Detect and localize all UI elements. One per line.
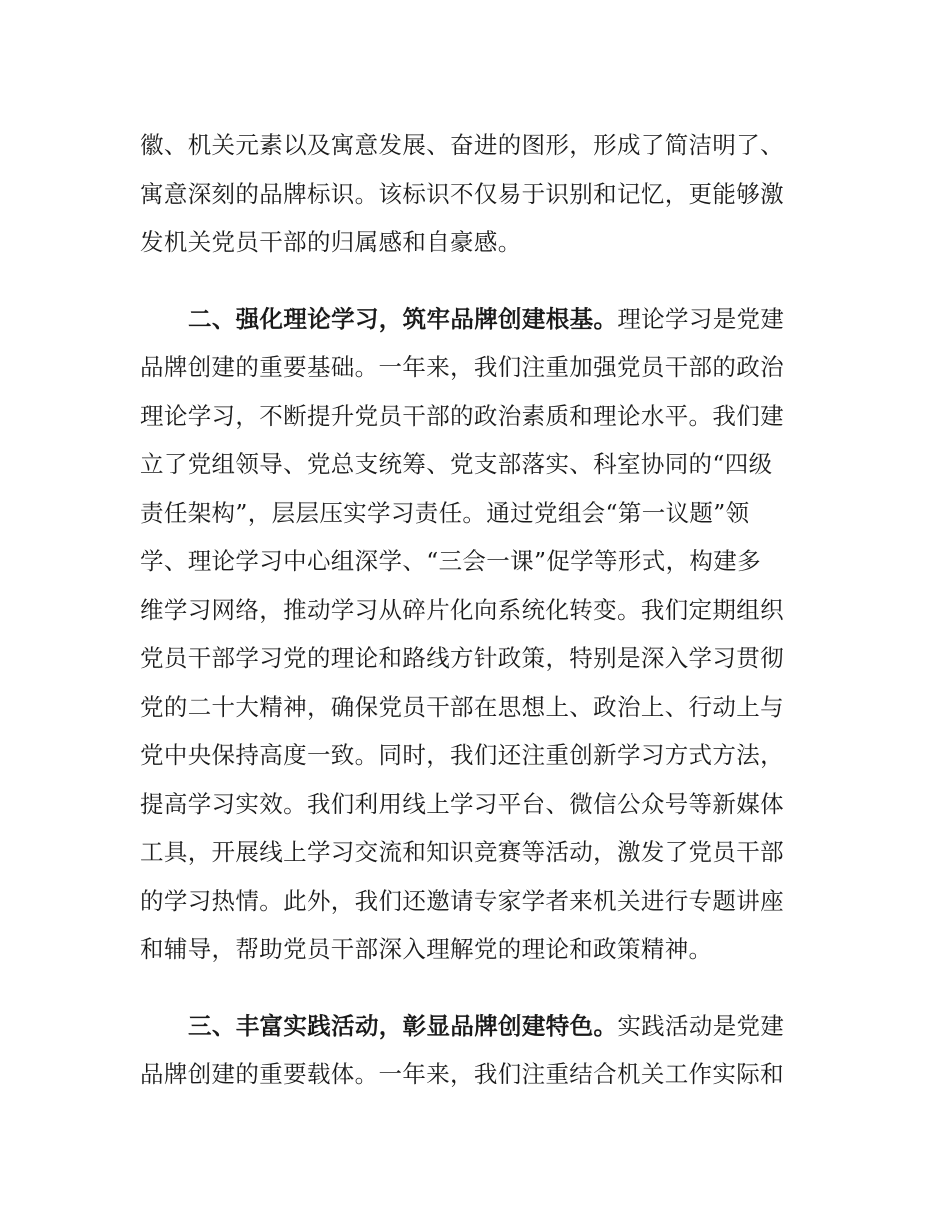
text-line: 责任架构”，层层压实学习责任。通过党组会“第一议题”领 bbox=[140, 498, 750, 527]
text-line: 发机关党员干部的归属感和自豪感。 bbox=[140, 228, 522, 256]
section-heading: 三、丰富实践活动，彰显品牌创建特色。 bbox=[188, 1011, 618, 1040]
text-run: 实践活动是党建 bbox=[617, 1011, 785, 1040]
paragraph-section3 bbox=[140, 1002, 812, 1099]
paragraph-section1-tail bbox=[140, 121, 812, 267]
text-line: 党的二十大精神，确保党员干部在思想上、政治上、行动上与 bbox=[140, 692, 784, 721]
text-line: 品牌创建的重要基础。一年来，我们注重加强党员干部的政治 bbox=[140, 353, 784, 381]
text-line: 维学习网络，推动学习从碎片化向系统化转变。我们定期组织 bbox=[140, 595, 784, 624]
text-line: 徽、机关元素以及寓意发展、奋进的图形，形成了简洁明了、 bbox=[140, 131, 784, 159]
text-line: 党中央保持高度一致。同时，我们还注重创新学习方式方法， bbox=[140, 741, 784, 769]
text-line: 学、理论学习中心组深学、“三会一课”促学等形式，构建多 bbox=[140, 547, 761, 575]
text-line bbox=[140, 295, 812, 344]
text-line: 理论学习，不断提升党员干部的政治素质和理论水平。我们建 bbox=[140, 401, 784, 430]
text-run: 理论学习是党建 bbox=[617, 304, 785, 333]
text-line: 的学习热情。此外，我们还邀请专家学者来机关进行专题讲座 bbox=[140, 886, 784, 915]
paragraph-section2 bbox=[140, 295, 812, 974]
text-line: 寓意深刻的品牌标识。该标识不仅易于识别和记忆，更能够激 bbox=[140, 179, 784, 208]
text-line: 党员干部学习党的理论和路线方针政策，特别是深入学习贯彻 bbox=[140, 644, 784, 672]
text-line: 提高学习实效。我们利用线上学习平台、微信公众号等新媒体 bbox=[140, 789, 784, 818]
text-line bbox=[140, 1002, 812, 1051]
text-line: 工具，开展线上学习交流和知识竞赛等活动，激发了党员干部 bbox=[140, 838, 784, 866]
text-line: 立了党组领导、党总支统筹、党支部落实、科室协同的“四级 bbox=[140, 450, 773, 478]
document-page bbox=[140, 121, 812, 1099]
section-heading: 二、强化理论学习，筑牢品牌创建根基。 bbox=[188, 304, 618, 333]
text-line: 品牌创建的重要载体。一年来，我们注重结合机关工作实际和 bbox=[140, 1060, 784, 1088]
text-line: 和辅导，帮助党员干部深入理解党的理论和政策精神。 bbox=[140, 935, 713, 963]
